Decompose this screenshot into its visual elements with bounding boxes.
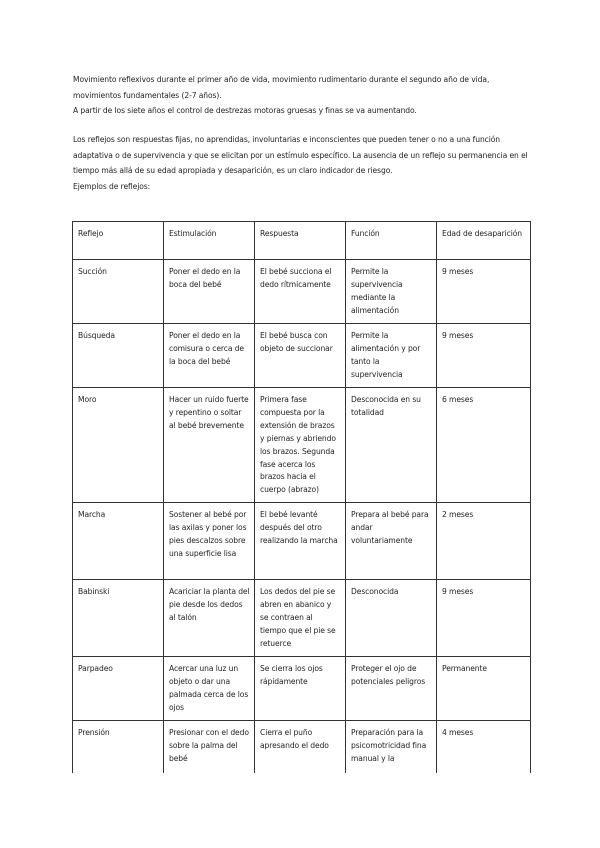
table-cell: Babinski xyxy=(73,580,164,657)
table-cell: Primera fase compuesta por la extensión de brazos y piernas y abriendo los brazos. Segunda fase acerca los brazos hacia el cuerpo (abrazo) xyxy=(255,388,346,503)
header-cell: Reflejo xyxy=(73,222,164,260)
table-cell: Desconocida en su totalidad xyxy=(346,388,437,503)
table-cell: Hacer un ruido fuerte y repentino o soltar al bebé brevemente xyxy=(164,388,255,503)
table-cell: 9 meses xyxy=(437,324,531,388)
intro-line-2: A partir de los siete años el control de destrezas motoras gruesas y finas se va aumentando. xyxy=(73,106,417,116)
table-cell: Acariciar la planta del pie desde los dedos al talón xyxy=(164,580,255,657)
header-cell: Función xyxy=(346,222,437,260)
table-cell: Permite la supervivencia mediante la alimentación xyxy=(346,260,437,324)
table-cell: Permanente xyxy=(437,657,531,721)
table-cell: Poner el dedo en la comisura o cerca de la boca del bebé xyxy=(164,324,255,388)
table-cell: Prensión xyxy=(73,721,164,773)
table-cell: Búsqueda xyxy=(73,324,164,388)
table-cell: Parpadeo xyxy=(73,657,164,721)
table-cell: Moro xyxy=(73,388,164,503)
header-cell: Respuesta xyxy=(255,222,346,260)
header-cell: Estimulación xyxy=(164,222,255,260)
table-cell: Poner el dedo en la boca del bebé xyxy=(164,260,255,324)
table-cell: Presionar con el dedo sobre la palma del bebé xyxy=(164,721,255,773)
table-cell: Permite la alimentación y por tanto la supervivencia xyxy=(346,324,437,388)
table-cell: 6 meses xyxy=(437,388,531,503)
header-cell: Edad de desaparición xyxy=(437,222,531,260)
table-row xyxy=(73,580,531,657)
table-cell: 2 meses xyxy=(437,503,531,580)
definition-text: Los reflejos son respuestas fijas, no aprendidas, involuntarias e inconscientes que pueden tener o no a una función adaptativa o de supervivencia y que se elicitan por un estímulo específico. La ausencia de un reflejo su permanencia en el tiempo más allá de su edad apropiada y desaparición, es un claro indicador de riesgo. xyxy=(73,135,528,176)
table-row xyxy=(73,721,531,773)
intro-paragraph xyxy=(73,72,533,119)
table-cell: Prepara al bebé para andar voluntariamente xyxy=(346,503,437,580)
table-cell: Succión xyxy=(73,260,164,324)
table-row xyxy=(73,657,531,721)
table-cell: Preparación para la psicomotricidad fina manual y la xyxy=(346,721,437,773)
table-row xyxy=(73,324,531,388)
table-cell: Desconocida xyxy=(346,580,437,657)
table-row xyxy=(73,503,531,580)
table-cell: El bebé levanté después del otro realizando la marcha xyxy=(255,503,346,580)
table-cell: El bebé succiona el dedo rítmicamente xyxy=(255,260,346,324)
examples-label: Ejemplos de reflejos: xyxy=(73,181,151,191)
table-cell: Acercar una luz un objeto o dar una palmada cerca de los ojos xyxy=(164,657,255,721)
table-header-row xyxy=(73,222,531,260)
table-cell: El bebé busca con objeto de succionar xyxy=(255,324,346,388)
table-cell: Sostener al bebé por las axilas y poner los pies descalzos sobre una superficie lisa xyxy=(164,503,255,580)
table-row xyxy=(73,260,531,324)
table-row xyxy=(73,388,531,503)
reflexes-table xyxy=(72,221,531,773)
table-cell: Marcha xyxy=(73,503,164,580)
table-cell: 9 meses xyxy=(437,260,531,324)
intro-line-1: Movimiento reflexivos durante el primer año de vida, movimiento rudimentario durante el segundo año de vida, movimientos fundamentales (2-7 años). xyxy=(73,75,490,100)
table-cell: Cierra el puño apresando el dedo xyxy=(255,721,346,773)
table-cell: 4 meses xyxy=(437,721,531,773)
table-cell: 9 meses xyxy=(437,580,531,657)
table-cell: Los dedos del pie se abren en abanico y se contraen al tiempo que el pie se retuerce xyxy=(255,580,346,657)
table-cell: Se cierra los ojos rápidamente xyxy=(255,657,346,721)
definition-paragraph xyxy=(73,132,533,194)
table-cell: Proteger el ojo de potenciales peligros xyxy=(346,657,437,721)
